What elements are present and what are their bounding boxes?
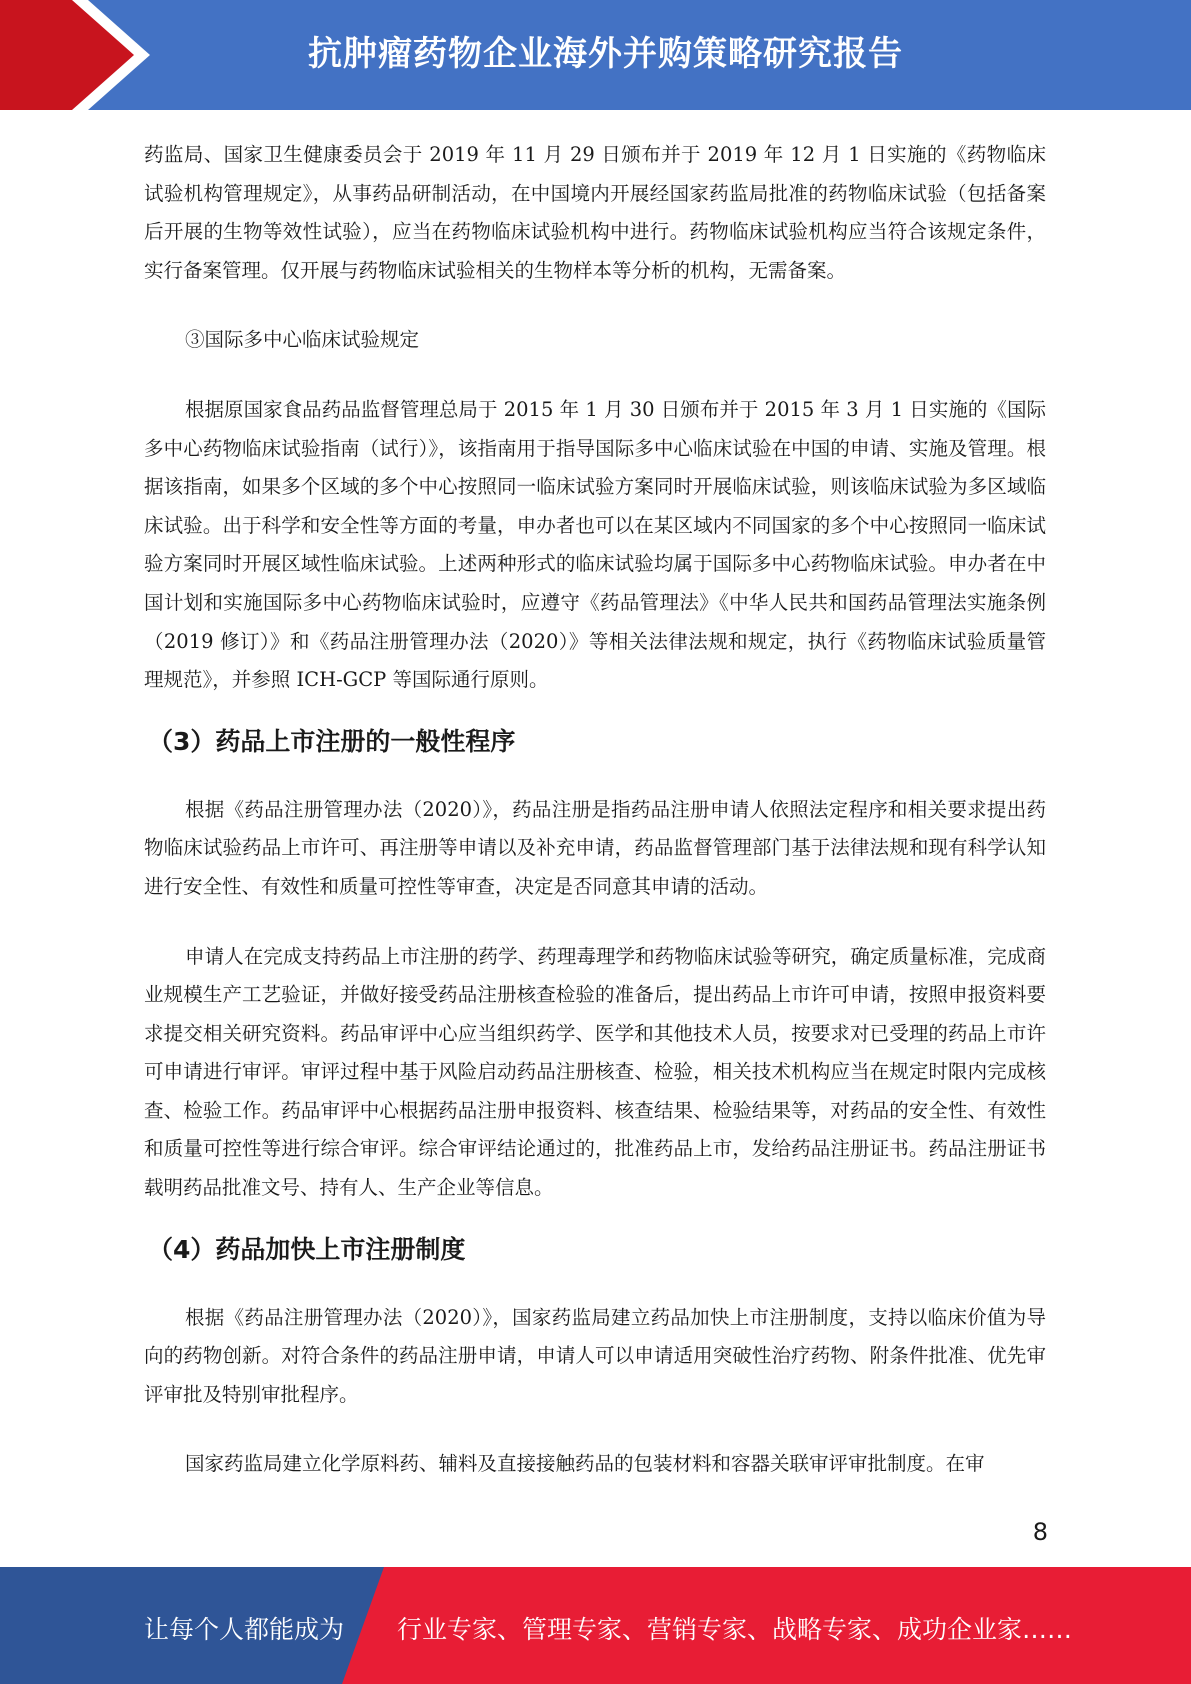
paragraph-registration-process: 申请人在完成支持药品上市注册的药学、药理毒理学和药物临床试验等研究，确定质量标准，完成商业规模生产工艺验证，并做好接受药品注册核查检验的准备后，提出药品上市许可申请，按照申报资料要求提交相关研究资料。药品审评中心应当组织药学、医学和其他技术人员，按要求对已受理的药品上市许可申请进行审评。审评过程中基于风险启动药品注册核查、检验，相关技术机构应当在规定时限内完成核查、检验工作。药品审评中心根据药品注册申报资料、核查结果、检验结果等，对药品的安全性、有效性和质量可控性等进行综合审评。综合审评结论通过的，批准药品上市，发给药品注册证书。药品注册证书载明药品批准文号、持有人、生产企业等信息。	[144, 944, 1046, 1200]
paragraph-clinical-institution: 药监局、国家卫生健康委员会于 2019 年 11 月 29 日颁布并于 2019 年 12 月 1 日实施的《药物临床试验机构管理规定》，从事药品研制活动，在中国境内开展经国家药监局批准的药物临床试验（包括备案后开展的生物等效性试验），应当在药物临床试验机构中进行。药物临床试验机构应当符合该规定条件，实行备案管理。仅开展与药物临床试验相关的生物样本等分析的机构，无需备案。	[144, 143, 1046, 282]
paragraph-accelerated-registration: 根据《药品注册管理办法（2020）》，国家药监局建立药品加快上市注册制度，支持以临床价值为导向的药物创新。对符合条件的药品注册申请，申请人可以申请适用突破性治疗药物、附条件批准、优先审评审批及特别审批程序。	[144, 1305, 1046, 1406]
report-title: 抗肿瘤药物企业海外并购策略研究报告	[308, 34, 903, 74]
page-number: 8	[1032, 1518, 1048, 1546]
paragraph-international-multicenter: 根据原国家食品药品监督管理总局于 2015 年 1 月 30 日颁布并于 2015 年 3 月 1 日实施的《国际多中心药物临床试验指南（试行）》，该指南用于指导国际多中心临床试验在中国的申请、实施及管理。根据该指南，如果多个区域的多个中心按照同一临床试验方案同时开展临床试验，则该临床试验为多区域临床试验。出于科学和安全性等方面的考量，申办者也可以在某区域内不同国家的多个中心按照同一临床试验方案同时开展区域性临床试验。上述两种形式的临床试验均属于国际多中心药物临床试验。申办者在中国计划和实施国际多中心药物临床试验时，应遵守《药品管理法》《中华人民共和国药品管理法实施条例（2019 修订）》和《药品注册管理办法（2020）》等相关法律法规和规定，执行《药物临床试验质量管理规范》，并参照 ICH-GCP 等国际通行原则。	[144, 397, 1046, 692]
section-heading-4: （4）药品加快上市注册制度	[148, 1234, 466, 1264]
paragraph-registration-definition: 根据《药品注册管理办法（2020）》，药品注册是指药品注册申请人依照法定程序和相关要求提出药物临床试验药品上市许可、再注册等申请以及补充申请，药品监督管理部门基于法律法规和现有科学认知进行安全性、有效性和质量可控性等审查，决定是否同意其申请的活动。	[144, 797, 1046, 898]
page-header	[0, 0, 1191, 110]
footer-slogan-left: 让每个人都能成为	[144, 1615, 345, 1644]
paragraph-associated-review: 国家药监局建立化学原料药、辅料及直接接触药品的包装材料和容器关联审评审批制度。在审	[185, 1452, 985, 1476]
document-body	[144, 136, 1046, 1484]
subheading-international-multicenter: ③国际多中心临床试验规定	[185, 328, 420, 352]
page-footer	[0, 1567, 1191, 1684]
footer-slogan-right: 行业专家、管理专家、营销专家、战略专家、成功企业家……	[397, 1615, 1073, 1644]
section-heading-3: （3）药品上市注册的一般性程序	[148, 726, 516, 756]
